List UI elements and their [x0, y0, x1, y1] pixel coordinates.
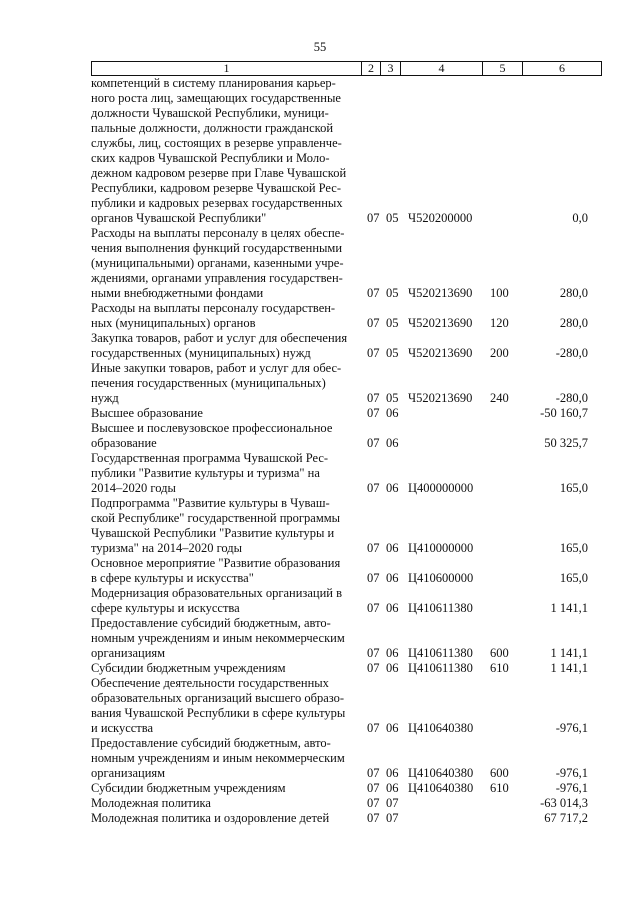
- row-subsection: 06: [386, 571, 399, 585]
- row-name: Расходы на выплаты персоналу в целях обеспе- чения выполнения функций государственными (муниципальными) органами, казенными учре- ждениями, органами управления государствен- ными внебюджетными фондами: [91, 226, 345, 300]
- row-amount: 280,0: [559, 316, 588, 330]
- row-expense-type: 600: [490, 766, 509, 780]
- budget-table-body: [91, 76, 601, 826]
- row-section: 07: [367, 661, 380, 675]
- table-row: [91, 781, 601, 796]
- row-name: Основное мероприятие "Развитие образования в сфере культуры и искусства": [91, 556, 341, 585]
- row-target-article: Ц410640380: [408, 781, 474, 795]
- row-name: Обеспечение деятельности государственных образовательных организаций высшего образо- вания Чувашской Республики в сфере культуры и искусства: [91, 676, 346, 735]
- row-name: Модернизация образовательных организаций в сфере культуры и искусства: [91, 586, 343, 615]
- row-subsection: 06: [386, 481, 399, 495]
- row-section: 07: [367, 721, 380, 735]
- column-header-3: 3: [381, 62, 401, 76]
- table-row: [91, 616, 601, 661]
- row-name: Государственная программа Чувашской Рес- публики "Развитие культуры и туризма" на 2014–2020 годы: [91, 451, 329, 495]
- table-row: [91, 496, 601, 556]
- table-row: [91, 811, 601, 826]
- row-section: 07: [367, 481, 380, 495]
- row-subsection: 06: [386, 661, 399, 675]
- row-target-article: Ч520213690: [408, 346, 473, 360]
- row-subsection: 06: [386, 601, 399, 615]
- row-expense-type: 120: [490, 316, 509, 330]
- row-amount: 50 325,7: [544, 436, 588, 450]
- table-row: [91, 451, 601, 496]
- row-name: компетенций в систему планирования карьер- ного роста лиц, замещающих государственные должности Чувашской Республики, муници- пальные должности, должности гражданской службы, лиц, состоящих в резерве управленче- ских кадров Чувашской Республики и Моло- дежном кадровом резерве при Главе Чувашской Республики, кадровом резерве Чувашской Рес- публики и кадровых резервах государственных органов Чувашской Республики": [91, 76, 347, 225]
- table-row: [91, 556, 601, 586]
- column-header-1: 1: [92, 62, 362, 76]
- row-name: Подпрограмма "Развитие культуры в Чуваш- ской Республике" государственной программы Чувашской Республики "Развитие культуры и туризма" на 2014–2020 годы: [91, 496, 341, 555]
- row-amount: 0,0: [572, 211, 588, 225]
- row-expense-type: 100: [490, 286, 509, 300]
- table-row: [91, 361, 601, 406]
- row-amount: 67 717,2: [544, 811, 588, 825]
- row-section: 07: [367, 571, 380, 585]
- column-header-row: [92, 62, 602, 76]
- row-name: Расходы на выплаты персоналу государствен- ных (муниципальных) органов: [91, 301, 336, 330]
- row-subsection: 06: [386, 406, 399, 420]
- row-subsection: 05: [386, 391, 399, 405]
- row-section: 07: [367, 796, 380, 810]
- table-row: [91, 586, 601, 616]
- table-row: [91, 406, 601, 421]
- row-subsection: 06: [386, 541, 399, 555]
- row-target-article: Ц410611380: [408, 646, 473, 660]
- row-subsection: 05: [386, 286, 399, 300]
- column-header-table: [91, 61, 602, 76]
- row-target-article: Ц410640380: [408, 721, 474, 735]
- row-section: 07: [367, 346, 380, 360]
- row-section: 07: [367, 646, 380, 660]
- table-row: [91, 421, 601, 451]
- row-amount: 280,0: [559, 286, 588, 300]
- column-header-2: 2: [362, 62, 381, 76]
- row-target-article: Ц400000000: [408, 481, 474, 495]
- row-section: 07: [367, 286, 380, 300]
- row-name: Закупка товаров, работ и услуг для обеспечения государственных (муниципальных) нужд: [91, 331, 348, 360]
- row-expense-type: 200: [490, 346, 509, 360]
- row-amount: 165,0: [559, 571, 588, 585]
- row-amount: -280,0: [555, 346, 588, 360]
- row-name: Субсидии бюджетным учреждениям: [91, 661, 286, 675]
- row-expense-type: 600: [490, 646, 509, 660]
- row-name: Субсидии бюджетным учреждениям: [91, 781, 286, 795]
- row-subsection: 07: [386, 811, 399, 825]
- row-target-article: Ц410611380: [408, 601, 473, 615]
- row-subsection: 05: [386, 316, 399, 330]
- row-name: Молодежная политика и оздоровление детей: [91, 811, 330, 825]
- row-expense-type: 610: [490, 781, 509, 795]
- row-amount: -280,0: [555, 391, 588, 405]
- table-row: [91, 661, 601, 676]
- row-target-article: Ц410600000: [408, 571, 474, 585]
- row-amount: 165,0: [559, 541, 588, 555]
- row-expense-type: 610: [490, 661, 509, 675]
- table-row: [91, 331, 601, 361]
- row-target-article: Ч520213690: [408, 391, 473, 405]
- column-header-4: 4: [401, 62, 483, 76]
- row-subsection: 06: [386, 646, 399, 660]
- column-header-5: 5: [483, 62, 523, 76]
- row-amount: 1 141,1: [550, 661, 588, 675]
- row-name: Предоставление субсидий бюджетным, авто- номным учреждениям и иным некоммерческим организациям: [91, 616, 345, 660]
- row-subsection: 06: [386, 766, 399, 780]
- table-row: [91, 676, 601, 736]
- row-name: Иные закупки товаров, работ и услуг для обес- печения государственных (муниципальных) нужд: [91, 361, 342, 405]
- row-target-article: Ц410640380: [408, 766, 474, 780]
- table-row: [91, 736, 601, 781]
- row-section: 07: [367, 391, 380, 405]
- row-name: Высшее образование: [91, 406, 203, 420]
- row-subsection: 06: [386, 436, 399, 450]
- row-subsection: 06: [386, 721, 399, 735]
- table-row: [91, 796, 601, 811]
- row-target-article: Ч520213690: [408, 286, 473, 300]
- row-name: Высшее и послевузовское профессиональное образование: [91, 421, 333, 450]
- table-row: [91, 226, 601, 301]
- row-expense-type: 240: [490, 391, 509, 405]
- row-subsection: 05: [386, 211, 399, 225]
- table-row: [91, 301, 601, 331]
- column-header-6: 6: [523, 62, 602, 76]
- row-section: 07: [367, 541, 380, 555]
- row-amount: 1 141,1: [550, 646, 588, 660]
- row-amount: -63 014,3: [540, 796, 588, 810]
- row-section: 07: [367, 211, 380, 225]
- row-section: 07: [367, 316, 380, 330]
- row-amount: -976,1: [555, 766, 588, 780]
- page-number: 55: [313, 40, 327, 54]
- row-target-article: Ч520200000: [408, 211, 473, 225]
- row-amount: -50 160,7: [540, 406, 588, 420]
- row-name: Предоставление субсидий бюджетным, авто- номным учреждениям и иным некоммерческим организациям: [91, 736, 345, 780]
- row-section: 07: [367, 406, 380, 420]
- row-subsection: 07: [386, 796, 399, 810]
- row-subsection: 05: [386, 346, 399, 360]
- row-subsection: 06: [386, 781, 399, 795]
- row-section: 07: [367, 781, 380, 795]
- row-target-article: Ц410611380: [408, 661, 473, 675]
- row-amount: 1 141,1: [550, 601, 588, 615]
- row-name: Молодежная политика: [91, 796, 211, 810]
- table-row: [91, 76, 601, 226]
- row-section: 07: [367, 436, 380, 450]
- row-amount: -976,1: [555, 721, 588, 735]
- row-section: 07: [367, 811, 380, 825]
- row-amount: 165,0: [559, 481, 588, 495]
- row-section: 07: [367, 601, 380, 615]
- row-amount: -976,1: [555, 781, 588, 795]
- row-target-article: Ч520213690: [408, 316, 473, 330]
- row-target-article: Ц410000000: [408, 541, 474, 555]
- row-section: 07: [367, 766, 380, 780]
